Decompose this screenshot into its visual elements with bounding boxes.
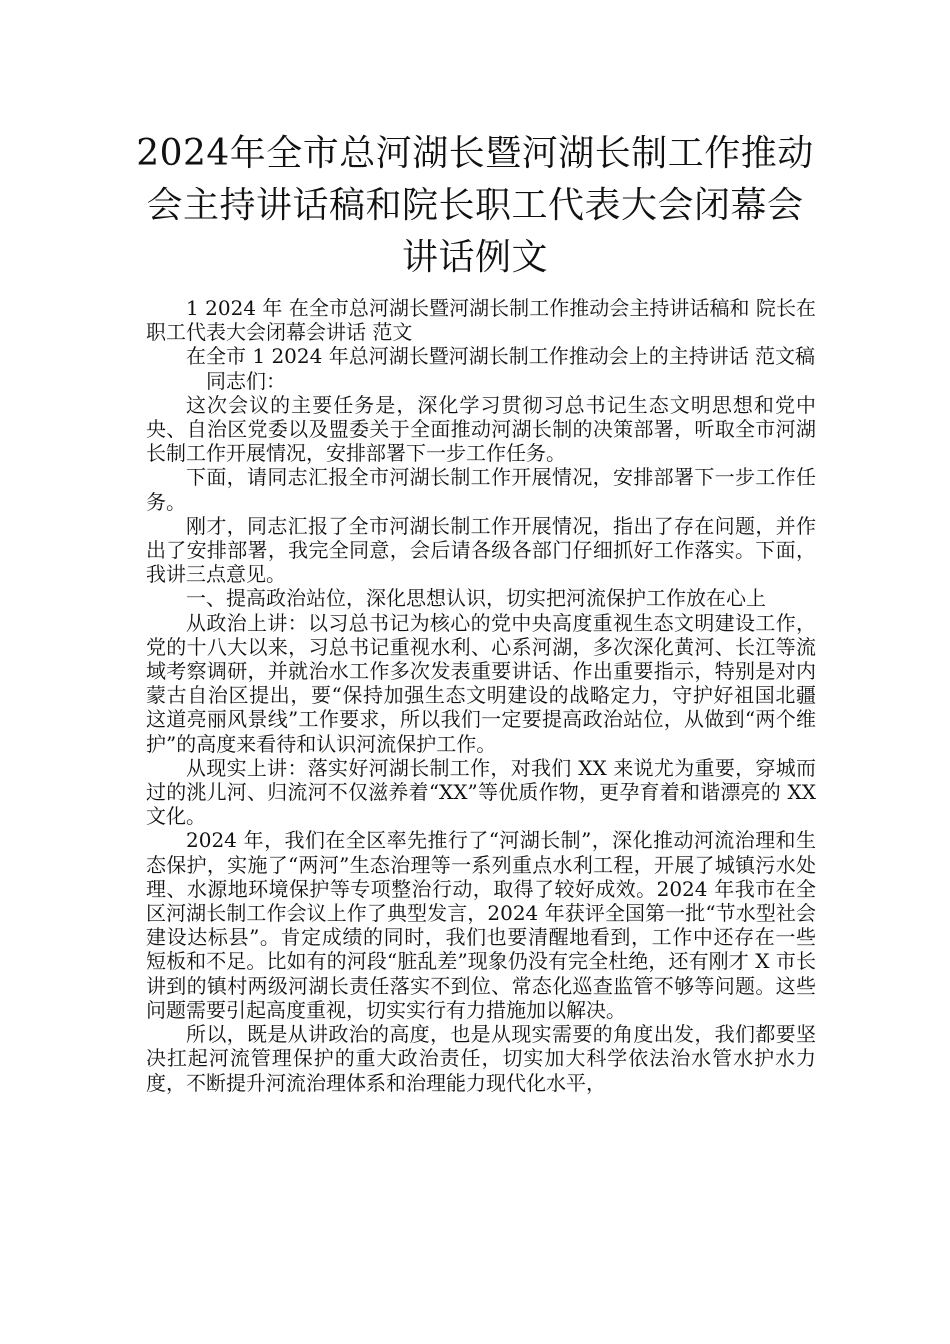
paragraph-report-request: 下面，请同志汇报全市河湖长制工作开展情况，安排部署下一步工作任务。 [146, 465, 816, 514]
paragraph-salutation: 同志们： [206, 368, 286, 393]
document-title: 2024年全市总河湖长暨河湖长制工作推动会主持讲话稿和院长职工代表大会闭幕会讲话例文 [136, 133, 814, 278]
paragraph-heading-line: 1 2024 年 在全市总河湖长暨河湖长制工作推动会主持讲话稿和 院长在职工代表大会闭幕会讲话 范文 [146, 296, 816, 345]
paragraph-practical-view: 从现实上讲：落实好河湖长制工作，对我们 XX 来说尤为重要，穿城而过的洮儿河、归流河不仅滋养着“XX”等优质作物，更孕育着和谐漂亮的 XX 文化。 [146, 755, 816, 829]
paragraph-meeting-task: 这次会议的主要任务是，深化学习贯彻习总书记生态文明思想和党中央、自治区党委以及盟委关于全面推动河湖长制的决策部署，听取全市河湖长制工作开展情况，安排部署下一步工作任务。 [146, 392, 816, 466]
paragraph-conclusion: 所以，既是从讲政治的高度，也是从现实需要的角度出发，我们都要坚决扛起河流管理保护的重大政治责任，切实加大科学依法治水管水护水力度，不断提升河流治理体系和治理能力现代化水平， [146, 1022, 816, 1095]
paragraph-political-view: 从政治上讲：以习总书记为核心的党中央高度重视生态文明建设工作，党的十八大以来，习总书记重视水利、心系河湖，多次深化黄河、长江等流域考察调研，并就治水工作多次发表重要讲话、作出重要指示，特别是对内蒙古自治区提出，要“保持加强生态文明建设的战略定力，守护好祖国北疆这道亮丽风景线”工作要求，所以我们一定要提高政治站位，从做到“两个维护”的高度来看待和认识河流保护工作。 [146, 610, 816, 756]
paragraph-subtitle: 在全市 1 2024 年总河湖长暨河湖长制工作推动会上的主持讲话 范文稿 [186, 344, 816, 369]
document-body [146, 296, 816, 1095]
paragraph-report-summary: 刚才，同志汇报了全市河湖长制工作开展情况，指出了存在问题，并作出了安排部署，我完全同意，会后请各级各部门仔细抓好工作落实。下面，我讲三点意见。 [146, 513, 816, 587]
paragraph-section-one-heading: 一、提高政治站位，深化思想认识，切实把河流保护工作放在心上 [186, 586, 766, 611]
paragraph-achievements: 2024 年，我们在全区率先推行了“河湖长制”，深化推动河流治理和生态保护，实施了“两河”生态治理等一系列重点水利工程，开展了城镇污水处理、水源地环境保护等专项整治行动，取得了较好成效。2024 年我市在全区河湖长制工作会议上作了典型发言，2024 年获评全国第一批“节水型社会建设达标县”。肯定成绩的同时，我们也要清醒地看到，工作中还存在一些短板和不足。比如有的河段“脏乱差”现象仍没有完全杜绝，还有刚才 X 市长讲到的镇村两级河湖长责任落实不到位、常态化巡查监管不够等问题。这些问题需要引起高度重视，切实实行有力措施加以解决。 [146, 828, 816, 1022]
